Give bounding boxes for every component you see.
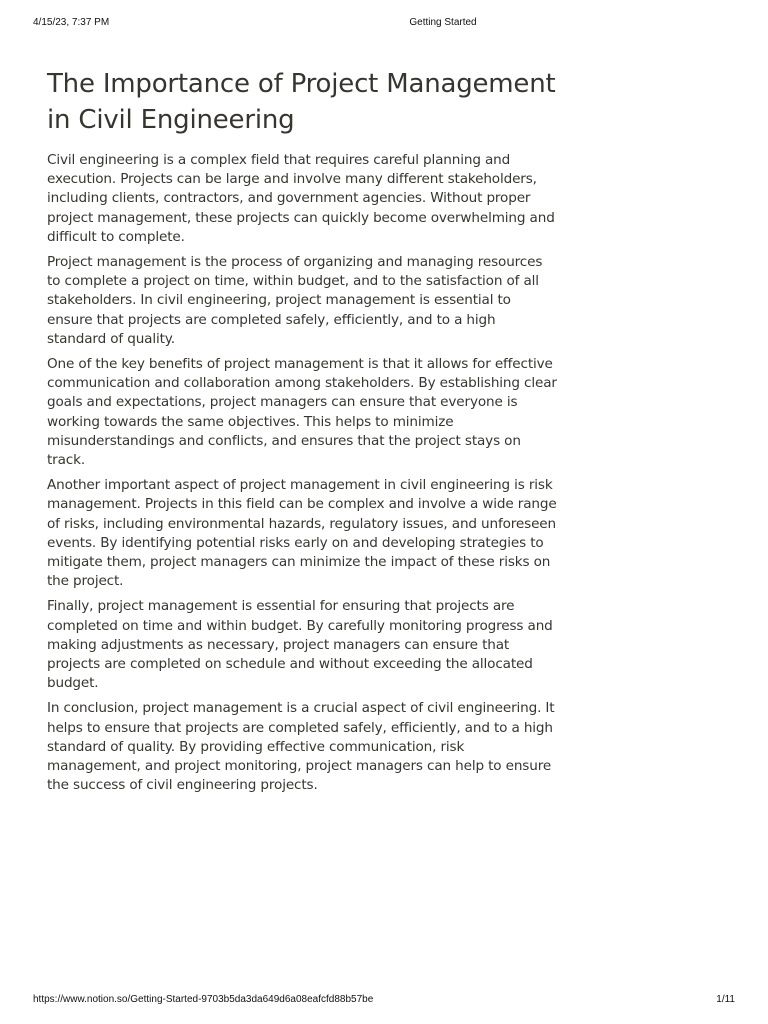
paragraph: Another important aspect of project management in civil engineering is risk management. Projects in this field can be complex and involve a wide range of risks, including environmental hazards, regulatory issues, and unforeseen events. By identifying potential risks early on and developing strategies to mitigate them, project managers can minimize the impact of these risks on the project. xyxy=(47,477,557,590)
print-url: https://www.notion.so/Getting-Started-9703b5da3da649d6a08eafcfd88b57be xyxy=(33,994,374,1005)
paragraph: Project management is the process of organizing and managing resources to complete a project on time, within budget, and to the satisfaction of all stakeholders. In civil engineering, project management is essential to ensure that projects are completed safely, efficiently, and to a high standard of quality. xyxy=(47,254,543,347)
paragraph: One of the key benefits of project management is that it allows for effective communication and collaboration among stakeholders. By establishing clear goals and expectations, project managers can ensure that everyone is working towards the same objectives. This helps to minimize misunderstandings and conflicts, and ensures that the project stays on track. xyxy=(47,356,557,469)
document-body xyxy=(47,66,557,802)
paragraph: Civil engineering is a complex field that requires careful planning and execution. Projects can be large and involve many different stakeholders, including clients, contractors, and government agencies. Without proper project management, these projects can quickly become overwhelming and difficult to complete. xyxy=(47,152,555,245)
paragraph: Finally, project management is essential for ensuring that projects are completed on time and within budget. By carefully monitoring progress and making adjustments as necessary, project managers can ensure that projects are completed on schedule and without exceeding the allocated budget. xyxy=(47,598,553,692)
document-title: The Importance of Project Management in Civil Engineering xyxy=(47,69,556,135)
print-footer xyxy=(0,994,768,1008)
page-indicator: 1/11 xyxy=(716,994,735,1005)
print-page-title: Getting Started xyxy=(409,17,477,28)
paragraph: In conclusion, project management is a crucial aspect of civil engineering. It helps to ensure that projects are completed safely, efficiently, and to a high standard of quality. By providing effective communication, risk management, and project monitoring, project managers can help to ensure the success of civil engineering projects. xyxy=(47,700,555,794)
print-header xyxy=(0,17,768,31)
print-datetime: 4/15/23, 7:37 PM xyxy=(33,17,110,28)
